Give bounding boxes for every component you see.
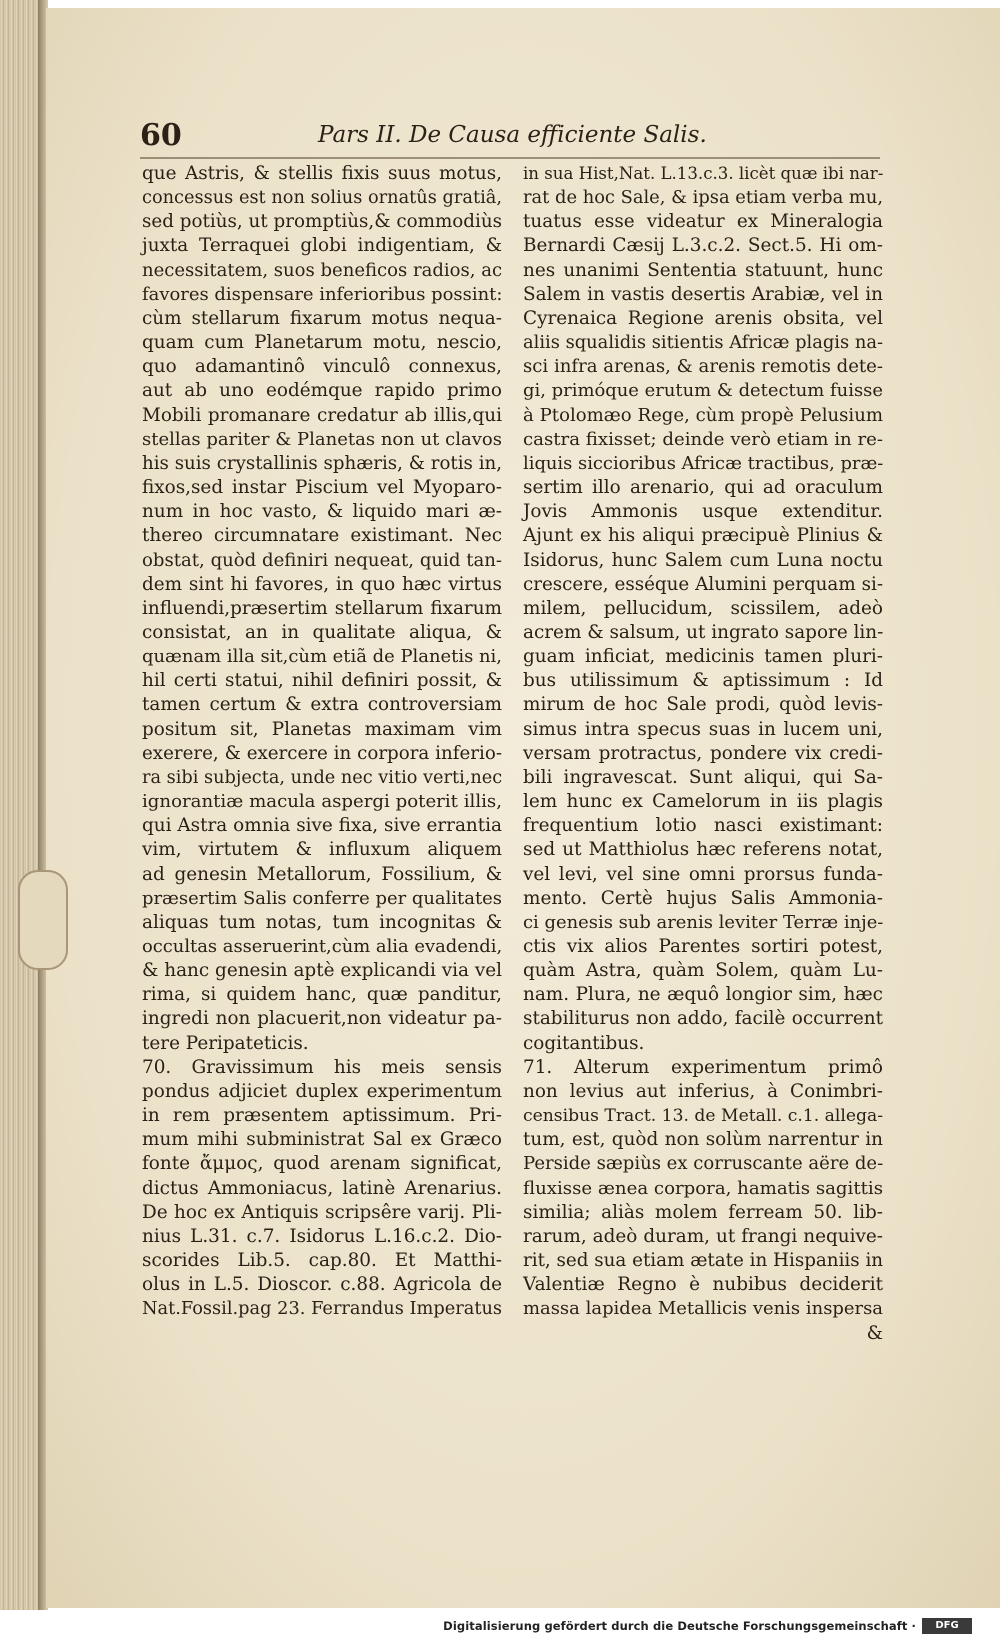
text-line: concessus est non solius ornatûs gratiâ, xyxy=(142,188,502,209)
footer-credit: Digitalisierung gefördert durch die Deutsche Forschungsgemeinschaft · xyxy=(443,1619,916,1633)
book-page-edges xyxy=(0,0,40,1610)
running-head: Pars II. De Causa efficiente Salis. xyxy=(318,122,707,148)
text-line: olus in L.5. Dioscor. c.88. Agricola de xyxy=(142,1274,502,1296)
text-line: à Ptolomæo Rege, cùm propè Pelusium xyxy=(523,404,883,426)
text-line: & xyxy=(866,1322,883,1344)
text-line: in sua Hist,Nat. L.13.c.3. licèt quæ ibi nar- xyxy=(523,164,884,183)
text-line: Bernardi Cæsij L.3.c.2. Sect.5. Hi om- xyxy=(523,235,883,257)
text-line: simus intra specus suas in lucem uni, xyxy=(523,718,883,740)
text-line: juxta Terraquei globi indigentiam, & xyxy=(142,235,502,257)
text-line: dictus Ammoniacus, latinè Arenarius. xyxy=(142,1177,502,1199)
text-line: similia; aliàs molem ferream 50. lib- xyxy=(523,1201,883,1223)
text-line: thereo circumnatare existimant. Nec xyxy=(142,525,502,547)
text-line: ad genesin Metallorum, Fossilium, & xyxy=(142,863,502,885)
text-line: in rem præsentem aptissimum. Pri- xyxy=(142,1105,502,1127)
page-header xyxy=(140,118,900,154)
text-line: aliis squalidis sitientis Africæ plagis na- xyxy=(523,332,883,354)
text-line: De hoc ex Antiquis scripsêre varij. Pli- xyxy=(142,1201,502,1223)
text-line: positum sit, Planetas maximam vim xyxy=(142,718,502,740)
text-line: fixos,sed instar Piscium vel Myoparo- xyxy=(142,477,502,499)
text-line: nes unanimi Sententia statuunt, hunc xyxy=(523,259,883,281)
text-line: Valentiæ Regno è nubibus deciderit xyxy=(523,1274,883,1296)
text-line: his suis crystallinis sphæris, & rotis in, xyxy=(142,452,502,474)
text-line: ci genesis sub arenis leviter Terræ inje- xyxy=(523,911,884,933)
text-line: fluxisse ænea corpora, hamatis sagittis xyxy=(523,1177,883,1199)
text-line: necessitatem, suos beneficos radios, ac xyxy=(142,259,503,281)
text-line: Mobili promanare credatur ab illis,qui xyxy=(142,404,502,426)
text-line: ingredi non placuerit,non videatur pa- xyxy=(142,1008,502,1030)
text-line: quo adamantinô vinculô connexus, xyxy=(142,356,502,378)
text-line: mirum de hoc Sale prodi, quòd levis- xyxy=(523,694,883,716)
text-line: bili ingravescat. Sunt aliqui, qui Sa- xyxy=(523,766,883,788)
page-number: 60 xyxy=(140,118,182,153)
text-line: exerere, & exercere in corpora inferio- xyxy=(142,742,502,764)
text-line: tere Peripateticis. xyxy=(142,1032,309,1054)
text-line: aut ab uno eodémque rapido primo xyxy=(142,380,502,402)
text-line: vim, virtutem & influxum aliquem xyxy=(142,839,502,861)
text-line: occultas asseruerint,cùm alia evadendi, xyxy=(142,936,503,957)
text-line: cùm stellarum fixarum motus nequa- xyxy=(142,307,502,329)
text-line: liquis siccioribus Africæ tractibus, præ- xyxy=(523,452,884,474)
dfg-logo: DFG xyxy=(922,1618,972,1634)
text-line: num in hoc vasto, & liquido mari æ- xyxy=(142,501,502,523)
text-line: massa lapidea Metallicis venis inspersa xyxy=(523,1298,883,1320)
text-line: stellas pariter & Planetas non ut clavos xyxy=(142,428,502,450)
text-line: versam protractus, pondere vix credi- xyxy=(523,742,883,764)
text-line: influendi,præsertim stellarum fixarum xyxy=(142,597,502,619)
text-line: que Astris, & stellis fixis suus motus, xyxy=(142,163,502,184)
text-line: tuatus esse videatur ex Mineralogia xyxy=(523,211,883,233)
text-line: pondus adjiciet duplex experimentum xyxy=(142,1080,502,1102)
text-line: sed potiùs, ut promptiùs,& commodiùs xyxy=(142,211,502,233)
text-line: guam inficiat, medicinis tamen pluri- xyxy=(523,646,883,668)
header-rule xyxy=(140,157,880,159)
text-line: acrem & salsum, ut ingrato sapore lin- xyxy=(523,621,884,643)
text-line: gi, primóque erutum & detectum fuisse xyxy=(523,380,883,402)
text-line: fonte ἄμμος, quod arenam significat, xyxy=(142,1153,502,1175)
page-tab-marker xyxy=(18,870,68,970)
text-line: non levius aut inferius, à Conimbri- xyxy=(523,1080,883,1102)
text-line: censibus Tract. 13. de Metall. c.1. allega- xyxy=(523,1106,883,1127)
text-line: bus utilissimum & aptissimum : Id xyxy=(523,670,883,692)
text-line: qui Astra omnia sive fixa, sive errantia xyxy=(142,815,502,837)
text-line: castra fixisset; deinde verò etiam in re- xyxy=(523,428,883,450)
text-line: lem hunc ex Camelorum in iis plagis xyxy=(523,791,883,813)
text-line: Cyrenaica Regione arenis obsita, vel xyxy=(523,307,883,329)
text-line: frequentium lotio nasci existimant: xyxy=(523,815,883,837)
text-line: mento. Certè hujus Salis Ammonia- xyxy=(523,887,883,909)
text-line: milem, pellucidum, scissilem, adeò xyxy=(523,597,883,619)
text-line: rima, si quidem hanc, quæ panditur, xyxy=(142,984,502,1006)
text-line: & hanc genesin aptè explicandi via vel xyxy=(142,960,502,982)
text-line: consistat, an in qualitate aliqua, & xyxy=(142,621,502,643)
left-text-column xyxy=(142,162,502,1322)
text-line: rat de hoc Sale, & ipsa etiam verba mu, xyxy=(523,187,883,209)
text-line: scorides Lib.5. cap.80. Et Matthi- xyxy=(142,1250,502,1272)
text-line: tum, est, quòd non solùm narrentur in xyxy=(523,1129,883,1151)
text-line: Ajunt ex his aliqui præcipuè Plinius & xyxy=(523,525,883,547)
text-line: 71. Alterum experimentum primô xyxy=(523,1056,883,1078)
text-line: nam. Plura, ne æquô longior sim, hæc xyxy=(523,984,883,1006)
text-line: sed ut Matthiolus hæc referens notat, xyxy=(523,839,883,861)
text-line: hil certi statui, nihil definiri possit, & xyxy=(142,670,502,692)
text-line: vel levi, vel sine omni prorsus funda- xyxy=(523,863,883,885)
text-line: sertim illo arenario, qui ad oraculum xyxy=(523,477,883,499)
text-line: aliquas tum notas, tum incognitas & xyxy=(142,911,502,933)
text-line: quàm Astra, quàm Solem, quàm Lu- xyxy=(523,960,883,982)
text-line: rit, sed sua etiam ætate in Hispaniis in xyxy=(523,1250,884,1272)
text-line: mum mihi subministrat Sal ex Græco xyxy=(142,1129,502,1151)
text-line: cogitantibus. xyxy=(523,1032,645,1054)
digitization-footer xyxy=(0,1610,1000,1643)
text-line: sci infra arenas, & arenis remotis dete- xyxy=(523,356,883,378)
text-line: ignorantiæ macula aspergi poterit illis, xyxy=(142,791,502,813)
right-text-column xyxy=(523,162,883,1346)
text-line: præsertim Salis conferre per qualitates xyxy=(142,887,502,909)
text-line: quænam illa sit,cùm etiã de Planetis ni, xyxy=(142,646,502,668)
text-line: Perside sæpiùs ex corruscante aëre de- xyxy=(523,1153,884,1175)
text-line: obstat, quòd definiri nequeat, quid tan- xyxy=(142,549,502,571)
text-line: Isidorus, hunc Salem cum Luna noctu xyxy=(523,549,883,571)
text-line: crescere, esséque Alumini perquam si- xyxy=(523,573,883,595)
text-line: Nat.Fossil.pag 23. Ferrandus Imperatus xyxy=(142,1299,502,1320)
text-line: rarum, adeò duram, ut frangi nequive- xyxy=(523,1225,883,1247)
text-line: 70. Gravissimum his meis sensis xyxy=(142,1056,502,1078)
text-line: favores dispensare inferioribus possint: xyxy=(142,283,503,305)
text-line: stabiliturus non addo, facilè occurrent xyxy=(523,1008,883,1030)
text-line: nius L.31. c.7. Isidorus L.16.c.2. Dio- xyxy=(142,1225,502,1247)
text-line: ctis vix alios Parentes sortiri potest, xyxy=(523,936,883,957)
text-line: ra sibi subjecta, unde nec vitio verti,nec xyxy=(142,767,503,788)
text-line: Jovis Ammonis usque extenditur. xyxy=(523,501,883,523)
text-line: Salem in vastis desertis Arabiæ, vel in xyxy=(523,283,883,305)
text-line: dem sint hi favores, in quo hæc virtus xyxy=(142,573,502,595)
text-line: tamen certum & extra controversiam xyxy=(142,694,502,716)
text-line: quam cum Planetarum motu, nescio, xyxy=(142,332,502,354)
